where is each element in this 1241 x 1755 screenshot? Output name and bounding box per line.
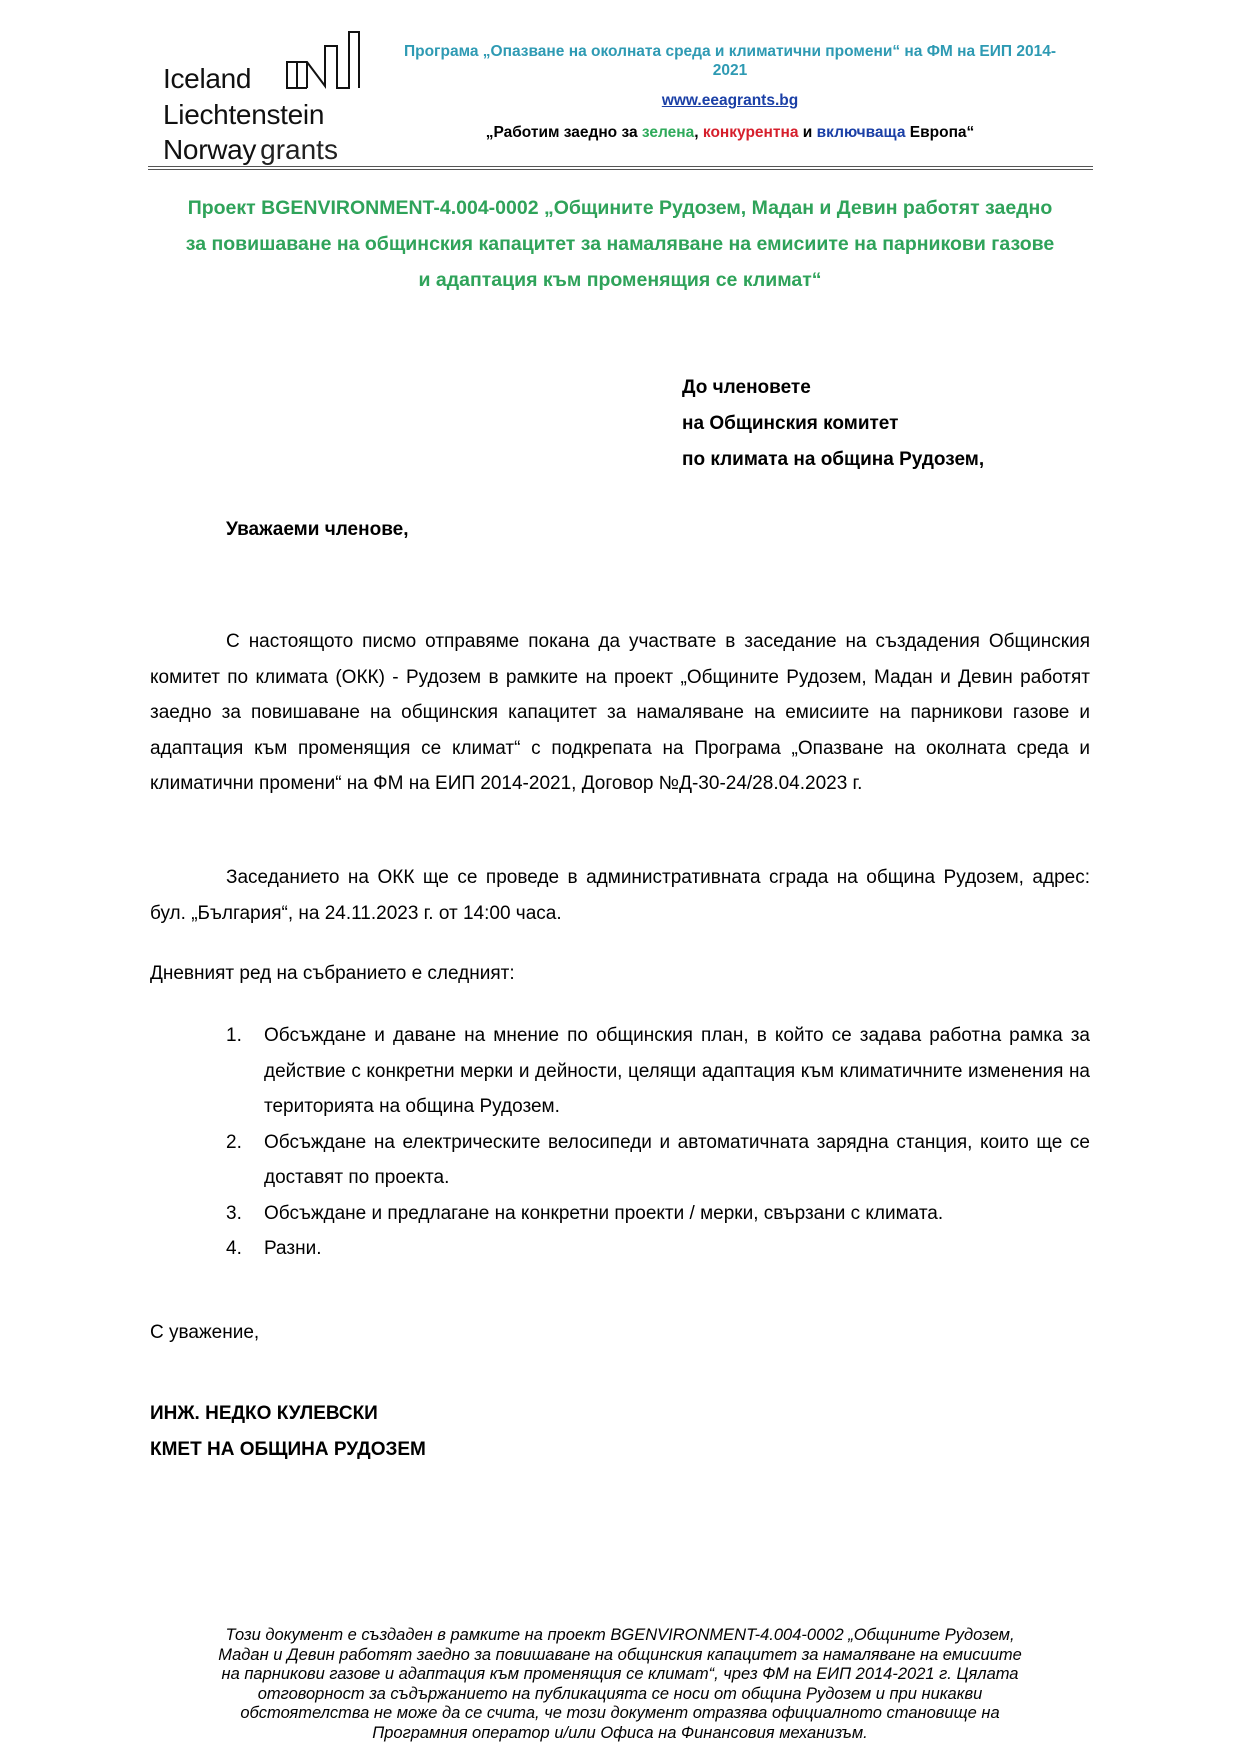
header-divider — [148, 166, 1093, 167]
eea-grants-logo — [163, 28, 373, 168]
logo-word-norway-bold: Norway — [163, 134, 257, 165]
footer-line-1: Този документ е създаден в рамките на проект BGENVIRONMENT-4.004-0002 „Общините Рудозем, — [225, 1626, 1015, 1644]
agenda-item-number: 2. — [226, 1131, 242, 1153]
addressee-line-1: До членовете — [682, 377, 811, 398]
agenda-item — [226, 1231, 1090, 1267]
motto-blue: включваща — [816, 124, 906, 141]
programme-title-line-1: Програма „Опазване на околната среда и климатични промени“ на ФМ на ЕИП 2014- — [403, 43, 1056, 60]
footer-line-4: отговорност за съдържанието на публикацията се носи от община Рудозем и при никакви — [257, 1684, 983, 1703]
website-link[interactable]: www.eeagrants.bg — [661, 92, 799, 109]
motto-green: зелена — [641, 124, 695, 141]
body-paragraph-2 — [150, 860, 1090, 931]
signatory-title: КМЕТ НА ОБЩИНА РУДОЗЕМ — [150, 1439, 426, 1460]
logo-word-iceland: Iceland — [163, 63, 252, 94]
motto-red: конкурентна — [702, 124, 799, 141]
project-title-line-1: Проект BGENVIRONMENT-4.004-0002 „Общините Рудозем, Мадан и Девин работят заедно — [187, 197, 1053, 219]
footer-line-3: на парникови газове и адаптация към променящия се климат“, чрез ФМ на ЕИП 2014-2021 г. Цялата — [221, 1665, 1019, 1683]
logo-word-grants: grants — [260, 134, 338, 165]
footer-line-6: Програмния оператор и/или Офиса на Финансовия механизъм. — [372, 1723, 868, 1742]
agenda-item — [226, 1196, 1090, 1232]
greeting: Уважаеми членове, — [226, 519, 409, 540]
agenda-item-text: Обсъждане и даване на мнение по общинския план, в който се задава работна рамка за действие с конкретни мерки и дейности, целящи адаптация към климатичните изменения на територията на община Рудозем. — [264, 1025, 1090, 1117]
motto-part-2: Европа“ — [905, 124, 975, 141]
programme-title — [370, 42, 1090, 80]
agenda-item-text: Обсъждане на електрическите велосипеди и автоматичната зарядна станция, които ще се доставят по проекта. — [264, 1131, 1090, 1188]
motto-sep-1: , — [694, 124, 703, 141]
body-paragraph-1-text: С настоящото писмо отправяме покана да участвате в заседание на създадения Общинския комитет по климата (ОКК) - Рудозем в рамките на проект „Общините Рудозем, Мадан и Девин работят заедно за повишаване на общинския капацитет за намаляване на емисиите на парникови газове и адаптация към променящия се климат“ с подкрепата на Програма „Опазване на околната среда и климатични промени“ на ФМ на ЕИП 2014-2021, Договор №Д-30-24/28.04.2023 г. — [150, 631, 1090, 794]
motto-sep-2: и — [798, 124, 817, 141]
agenda-item-number: 4. — [226, 1238, 242, 1259]
disclaimer-footer — [150, 1626, 1090, 1743]
header-divider-double — [148, 169, 1093, 170]
body-paragraph-2-text: Заседанието на ОКК ще се проведе в административната сграда на община Рудозем, адрес: бул. „България“, на 24.11.2023 г. от 14:00 часа. — [150, 867, 1090, 924]
project-title — [150, 190, 1090, 298]
agenda-item-number: 3. — [226, 1202, 242, 1224]
agenda-item — [226, 1125, 1090, 1196]
logo-word-liechtenstein: Liechtenstein — [163, 99, 325, 130]
agenda-item-text: Разни. — [264, 1238, 322, 1259]
motto — [370, 124, 1090, 142]
agenda-list — [226, 1018, 1090, 1267]
agenda-item — [226, 1018, 1090, 1125]
signatory-name: ИНЖ. НЕДКО КУЛЕВСКИ — [150, 1403, 378, 1424]
agenda-intro: Дневният ред на събранието е следният: — [150, 963, 515, 984]
closing: С уважение, — [150, 1322, 260, 1343]
addressee-line-2: на Общинския комитет — [682, 413, 899, 434]
addressee-block — [682, 370, 984, 478]
eea-grants-logo-mark-icon — [285, 28, 371, 90]
footer-line-5: обстоятелства не може да се счита, че този документ отразява официалното становище на — [240, 1704, 1000, 1722]
body-paragraph-1 — [150, 624, 1090, 802]
motto-part-1: „Работим заедно за — [485, 124, 642, 141]
logo-word-norway — [163, 135, 338, 165]
agenda-item-number: 1. — [226, 1025, 242, 1046]
programme-title-line-2: 2021 — [712, 62, 748, 79]
signature-block — [150, 1396, 426, 1468]
project-title-line-2: за повишаване на общинския капацитет за намаляване на емисиите на парникови газове — [185, 233, 1055, 255]
addressee-line-3: по климата на община Рудозем, — [682, 449, 985, 470]
project-title-line-3: и адаптация към променящия се климат“ — [418, 269, 822, 291]
agenda-item-text: Обсъждане и предлагане на конкретни проекти / мерки, свързани с климата. — [264, 1202, 944, 1224]
footer-line-2: Мадан и Девин работят заедно за повишаване на общинския капацитет за намаляване на емисиите — [218, 1645, 1022, 1664]
